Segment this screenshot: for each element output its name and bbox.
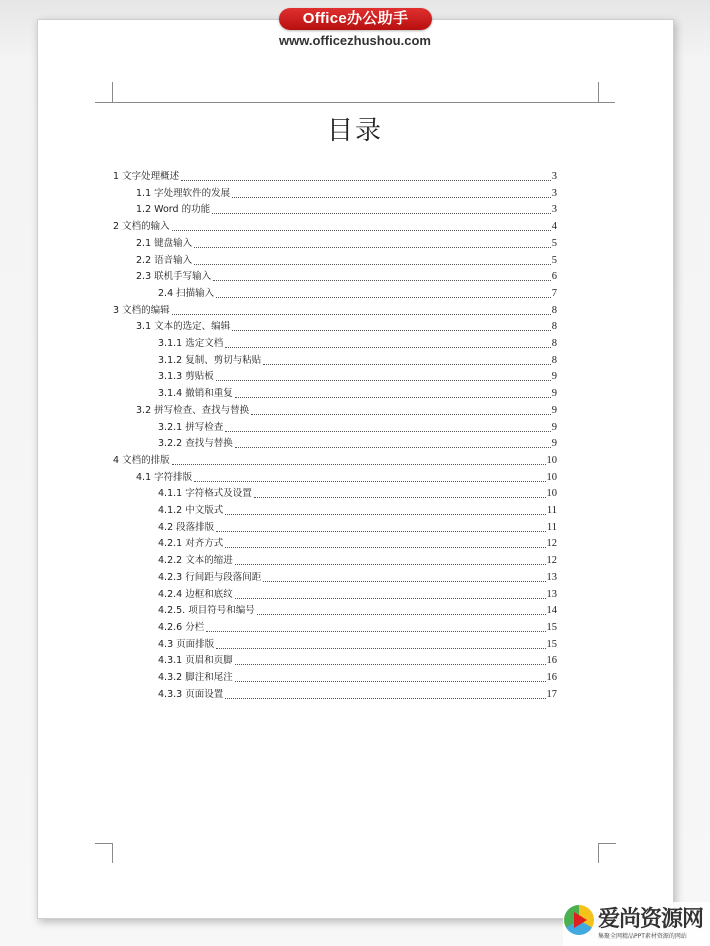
toc-dot-leader bbox=[232, 196, 551, 198]
toc-dot-leader bbox=[172, 229, 551, 231]
header-rule bbox=[95, 102, 615, 103]
brand-url: www.officezhushou.com bbox=[279, 33, 431, 48]
toc-entry-page-number: 15 bbox=[546, 638, 557, 650]
toc-entry-page-number: 9 bbox=[551, 371, 557, 383]
toc-entry-label: 4 文档的排版 bbox=[113, 454, 170, 466]
toc-entry-label: 3.1 文本的选定、编辑 bbox=[136, 321, 231, 333]
toc-dot-leader bbox=[251, 413, 551, 415]
toc-entry-label: 4.3.3 页面设置 bbox=[158, 688, 224, 700]
toc-entry[interactable] bbox=[158, 284, 557, 300]
toc-entry-label: 3.2.1 拼写检查 bbox=[158, 421, 224, 433]
toc-dot-leader bbox=[225, 697, 545, 699]
toc-entry-label: 3 文档的编辑 bbox=[113, 304, 170, 316]
toc-entry-label: 2 文档的输入 bbox=[113, 221, 170, 233]
toc-dot-leader bbox=[225, 346, 551, 348]
toc-entry-page-number: 3 bbox=[551, 187, 557, 199]
brand-badge: Office办公助手 bbox=[279, 8, 432, 30]
toc-entry-page-number: 10 bbox=[546, 471, 557, 483]
toc-dot-leader bbox=[263, 363, 551, 365]
toc-entry-label: 2.4 扫描输入 bbox=[158, 287, 215, 299]
toc-dot-leader bbox=[235, 446, 551, 448]
toc-entry-label: 2.3 联机手写输入 bbox=[136, 271, 212, 283]
toc-entry-label: 4.1 字符排版 bbox=[136, 471, 193, 483]
margin-mark-top-left bbox=[112, 82, 113, 102]
toc-entry-label: 4.2.1 对齐方式 bbox=[158, 538, 224, 550]
toc-entry[interactable] bbox=[158, 668, 557, 684]
toc-entry-page-number: 8 bbox=[551, 321, 557, 333]
play-icon bbox=[574, 912, 587, 928]
toc-entry[interactable] bbox=[136, 234, 557, 250]
toc-entry-label: 3.1.4 撤销和重复 bbox=[158, 388, 233, 400]
toc-dot-leader bbox=[216, 379, 551, 381]
toc-entry-page-number: 8 bbox=[551, 354, 557, 366]
toc-entry[interactable] bbox=[158, 685, 557, 701]
toc-entry-page-number: 8 bbox=[551, 304, 557, 316]
toc-entry-page-number: 11 bbox=[546, 521, 557, 533]
toc-entry-page-number: 11 bbox=[546, 505, 557, 516]
toc-entry-page-number: 9 bbox=[551, 404, 557, 416]
toc-entry-page-number: 14 bbox=[546, 605, 557, 617]
toc-entry-label: 4.1.2 中文版式 bbox=[158, 505, 224, 516]
toc-entry[interactable] bbox=[158, 635, 557, 651]
toc-entry[interactable] bbox=[158, 651, 557, 667]
toc-entry[interactable] bbox=[158, 618, 557, 634]
toc-entry[interactable] bbox=[158, 534, 557, 550]
toc-entry[interactable] bbox=[158, 351, 557, 367]
toc-entry[interactable] bbox=[158, 384, 557, 400]
toc-dot-leader bbox=[216, 647, 545, 649]
toc-entry-page-number: 9 bbox=[551, 438, 557, 450]
toc-dot-leader bbox=[232, 329, 551, 331]
toc-entry-page-number: 12 bbox=[546, 538, 557, 550]
toc-entry-label: 4.1.1 字符格式及设置 bbox=[158, 488, 252, 500]
toc-entry[interactable] bbox=[158, 501, 557, 517]
toc-dot-leader bbox=[254, 496, 546, 498]
toc-entry-page-number: 7 bbox=[551, 287, 557, 299]
toc-entry[interactable] bbox=[158, 484, 557, 500]
toc-entry-page-number: 3 bbox=[551, 171, 557, 182]
toc-dot-leader bbox=[225, 430, 551, 432]
toc-entry-page-number: 3 bbox=[551, 204, 557, 216]
toc-entry[interactable] bbox=[158, 601, 557, 617]
toc-entry-page-number: 5 bbox=[551, 254, 557, 266]
toc-entry[interactable] bbox=[158, 518, 557, 534]
toc-dot-leader bbox=[235, 663, 546, 665]
toc-title: 目录 bbox=[326, 116, 383, 146]
toc-entry-label: 3.1.3 剪贴板 bbox=[158, 371, 214, 383]
toc-dot-leader bbox=[225, 546, 545, 548]
toc-entry[interactable] bbox=[136, 251, 557, 267]
margin-mark-top-right bbox=[598, 82, 599, 102]
toc-entry-page-number: 15 bbox=[546, 621, 557, 633]
toc-entry-page-number: 16 bbox=[546, 655, 557, 667]
toc-entry-label: 3.2 拼写检查、查找与替换 bbox=[136, 404, 250, 416]
toc-entry-page-number: 10 bbox=[546, 454, 557, 466]
toc-entry-label: 3.1.2 复制、剪切与粘贴 bbox=[158, 354, 262, 366]
margin-mark-bottom-right-h bbox=[598, 843, 616, 844]
toc-entry-label: 4.3.2 脚注和尾注 bbox=[158, 672, 233, 683]
toc-entry-label: 4.2.2 文本的缩进 bbox=[158, 555, 233, 567]
toc-entry[interactable] bbox=[113, 167, 557, 183]
toc-dot-leader bbox=[235, 680, 546, 682]
toc-entry-page-number: 12 bbox=[546, 555, 557, 567]
toc-entry[interactable] bbox=[158, 418, 557, 434]
toc-entry[interactable] bbox=[158, 334, 557, 350]
toc-entry[interactable] bbox=[136, 317, 557, 333]
toc-dot-leader bbox=[194, 263, 551, 265]
toc-dot-leader bbox=[206, 630, 545, 632]
watermark-subtitle: 集聚全网精品PPT素材资源的网站 bbox=[598, 933, 687, 940]
margin-mark-bottom-left-v bbox=[112, 843, 113, 863]
toc-entry-label: 2.2 语音输入 bbox=[136, 254, 193, 266]
toc-entry-label: 4.2.3 行间距与段落间距 bbox=[158, 571, 262, 583]
margin-mark-bottom-left-h bbox=[95, 843, 113, 844]
toc-entry-page-number: 17 bbox=[546, 688, 557, 700]
toc-entry[interactable] bbox=[113, 301, 557, 317]
watermark-title: 爱尚资源网 bbox=[598, 906, 704, 932]
toc-entry[interactable] bbox=[136, 184, 557, 200]
toc-entry-label: 3.1.1 选定文档 bbox=[158, 338, 224, 349]
toc-entry[interactable] bbox=[136, 267, 557, 283]
toc-dot-leader bbox=[235, 563, 546, 565]
toc-entry[interactable] bbox=[158, 568, 557, 584]
toc-entry-page-number: 4 bbox=[551, 221, 557, 233]
toc-entry-label: 4.3.1 页眉和页脚 bbox=[158, 655, 233, 667]
toc-entry-page-number: 10 bbox=[546, 488, 557, 500]
toc-entry-label: 4.3 页面排版 bbox=[158, 638, 215, 650]
toc-entry-page-number: 8 bbox=[551, 338, 557, 349]
toc-entry-page-number: 9 bbox=[551, 388, 557, 400]
toc-entry[interactable] bbox=[158, 367, 557, 383]
toc-entry-page-number: 5 bbox=[551, 237, 557, 249]
toc-dot-leader bbox=[172, 463, 546, 465]
toc-entry[interactable] bbox=[136, 200, 557, 216]
toc-entry[interactable] bbox=[158, 551, 557, 567]
toc-dot-leader bbox=[213, 279, 551, 281]
toc-entry[interactable] bbox=[158, 585, 557, 601]
toc-entry[interactable] bbox=[136, 468, 557, 484]
margin-mark-bottom-right-v bbox=[598, 843, 599, 863]
toc-entry[interactable] bbox=[113, 451, 557, 467]
toc-entry[interactable] bbox=[113, 217, 557, 233]
toc-entry-label: 1.1 字处理软件的发展 bbox=[136, 187, 231, 199]
toc-dot-leader bbox=[257, 613, 546, 615]
toc-entry-label: 1 文字处理概述 bbox=[113, 171, 180, 182]
toc-entry[interactable] bbox=[158, 434, 557, 450]
toc-dot-leader bbox=[212, 212, 551, 214]
toc-entry-label: 2.1 键盘输入 bbox=[136, 237, 193, 249]
toc-dot-leader bbox=[172, 313, 551, 315]
toc-dot-leader bbox=[263, 580, 545, 582]
toc-entry-page-number: 16 bbox=[546, 672, 557, 683]
toc-dot-leader bbox=[216, 530, 546, 532]
toc-entry-label: 3.2.2 查找与替换 bbox=[158, 438, 233, 450]
toc-entry-label: 4.2.5. 项目符号和编号 bbox=[158, 605, 255, 617]
toc-entry-page-number: 6 bbox=[551, 271, 557, 283]
toc-entry[interactable] bbox=[136, 401, 557, 417]
toc-entry-page-number: 9 bbox=[551, 421, 557, 433]
toc-entry-label: 4.2.6 分栏 bbox=[158, 621, 205, 633]
toc-entry-label: 1.2 Word 的功能 bbox=[136, 204, 211, 216]
toc-entry-page-number: 13 bbox=[546, 588, 557, 600]
toc-dot-leader bbox=[235, 396, 551, 398]
toc-entry-page-number: 13 bbox=[546, 571, 557, 583]
toc-entry-label: 4.2.4 边框和底纹 bbox=[158, 588, 233, 600]
toc-dot-leader bbox=[194, 246, 551, 248]
toc-entry-label: 4.2 段落排版 bbox=[158, 521, 215, 533]
toc-dot-leader bbox=[235, 597, 546, 599]
toc-dot-leader bbox=[181, 179, 551, 181]
toc-dot-leader bbox=[216, 296, 551, 298]
toc-dot-leader bbox=[225, 513, 546, 515]
toc-dot-leader bbox=[194, 480, 545, 482]
